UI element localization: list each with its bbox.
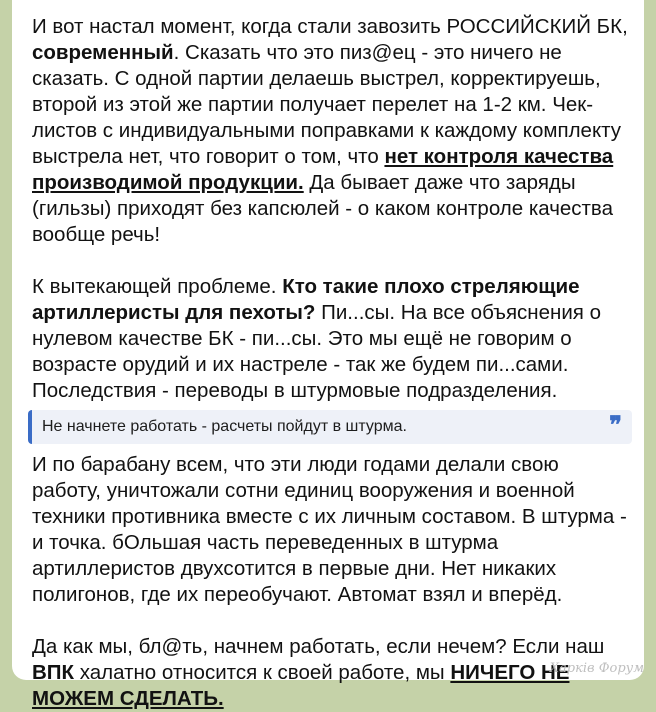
quote-text: Не начнете работать - расчеты пойдут в штурма. <box>42 418 407 435</box>
message-bubble <box>12 0 644 710</box>
text-span: халатно относится к своей работе, мы <box>74 661 451 684</box>
text-span: Да бывает даже что заряды (гильзы) приходят без капсюлей - о каком контроле качества вообще речь! <box>32 171 613 246</box>
text-span: К вытекающей проблеме. <box>32 275 283 298</box>
bold-underlined-text: НИЧЕГО НЕ МОЖЕМ СДЕЛАТЬ. <box>32 661 570 710</box>
message-paragraph-2 <box>32 274 628 404</box>
text-span: Пи...сы. На все объяснения о нулевом качестве БК - пи...сы. Это мы ещё не говорим о возрасте орудий и их настреле - так же будем пи...сами. Последствия - переводы в штурмовые подразделения. <box>32 301 601 402</box>
bold-underlined-text: нет контроля качества производимой продукции. <box>32 145 614 194</box>
bold-text: ВПК <box>32 661 75 684</box>
paragraph-gap <box>32 608 628 634</box>
text-span: . Сказать что это пиз@ец - это ничего не сказать. С одной партии делаешь выстрел, корректируешь, второй из этой же партии получает перелет на 1-2 км. Чек-листов с индивидуальными поправками к каждому комплекту выстрела нет, что говорит о том, что <box>32 41 622 168</box>
message-paragraph-1 <box>32 14 628 248</box>
watermark: Харків Форум <box>549 661 644 676</box>
text-span: Да как мы, бл@ть, начнем работать, если нечем? Если наш <box>32 635 605 658</box>
text-span: И по барабану всем, что эти люди годами делали свою работу, уничтожали сотни единиц вооружения и военной техники противника вместе с их личным составом. В штурма - и точка. бОльшая часть переведенных в штурма артиллеристов двухсотится в первые дни. Нет никаких полигонов, где их переобучают. Автомат взял и вперёд. <box>32 453 627 606</box>
message-paragraph-3 <box>32 452 628 608</box>
message-paragraph-4 <box>32 634 628 712</box>
paragraph-gap <box>32 248 628 274</box>
bold-text: современный <box>32 41 174 64</box>
block-quote <box>28 410 632 444</box>
bold-text: Кто такие плохо стреляющие артиллеристы для пехоты? <box>32 275 580 324</box>
text-span: И вот настал момент, когда стали завозить РОССИЙСКИЙ БК, <box>32 15 628 38</box>
quote-mark-icon: ❞ <box>609 410 622 439</box>
